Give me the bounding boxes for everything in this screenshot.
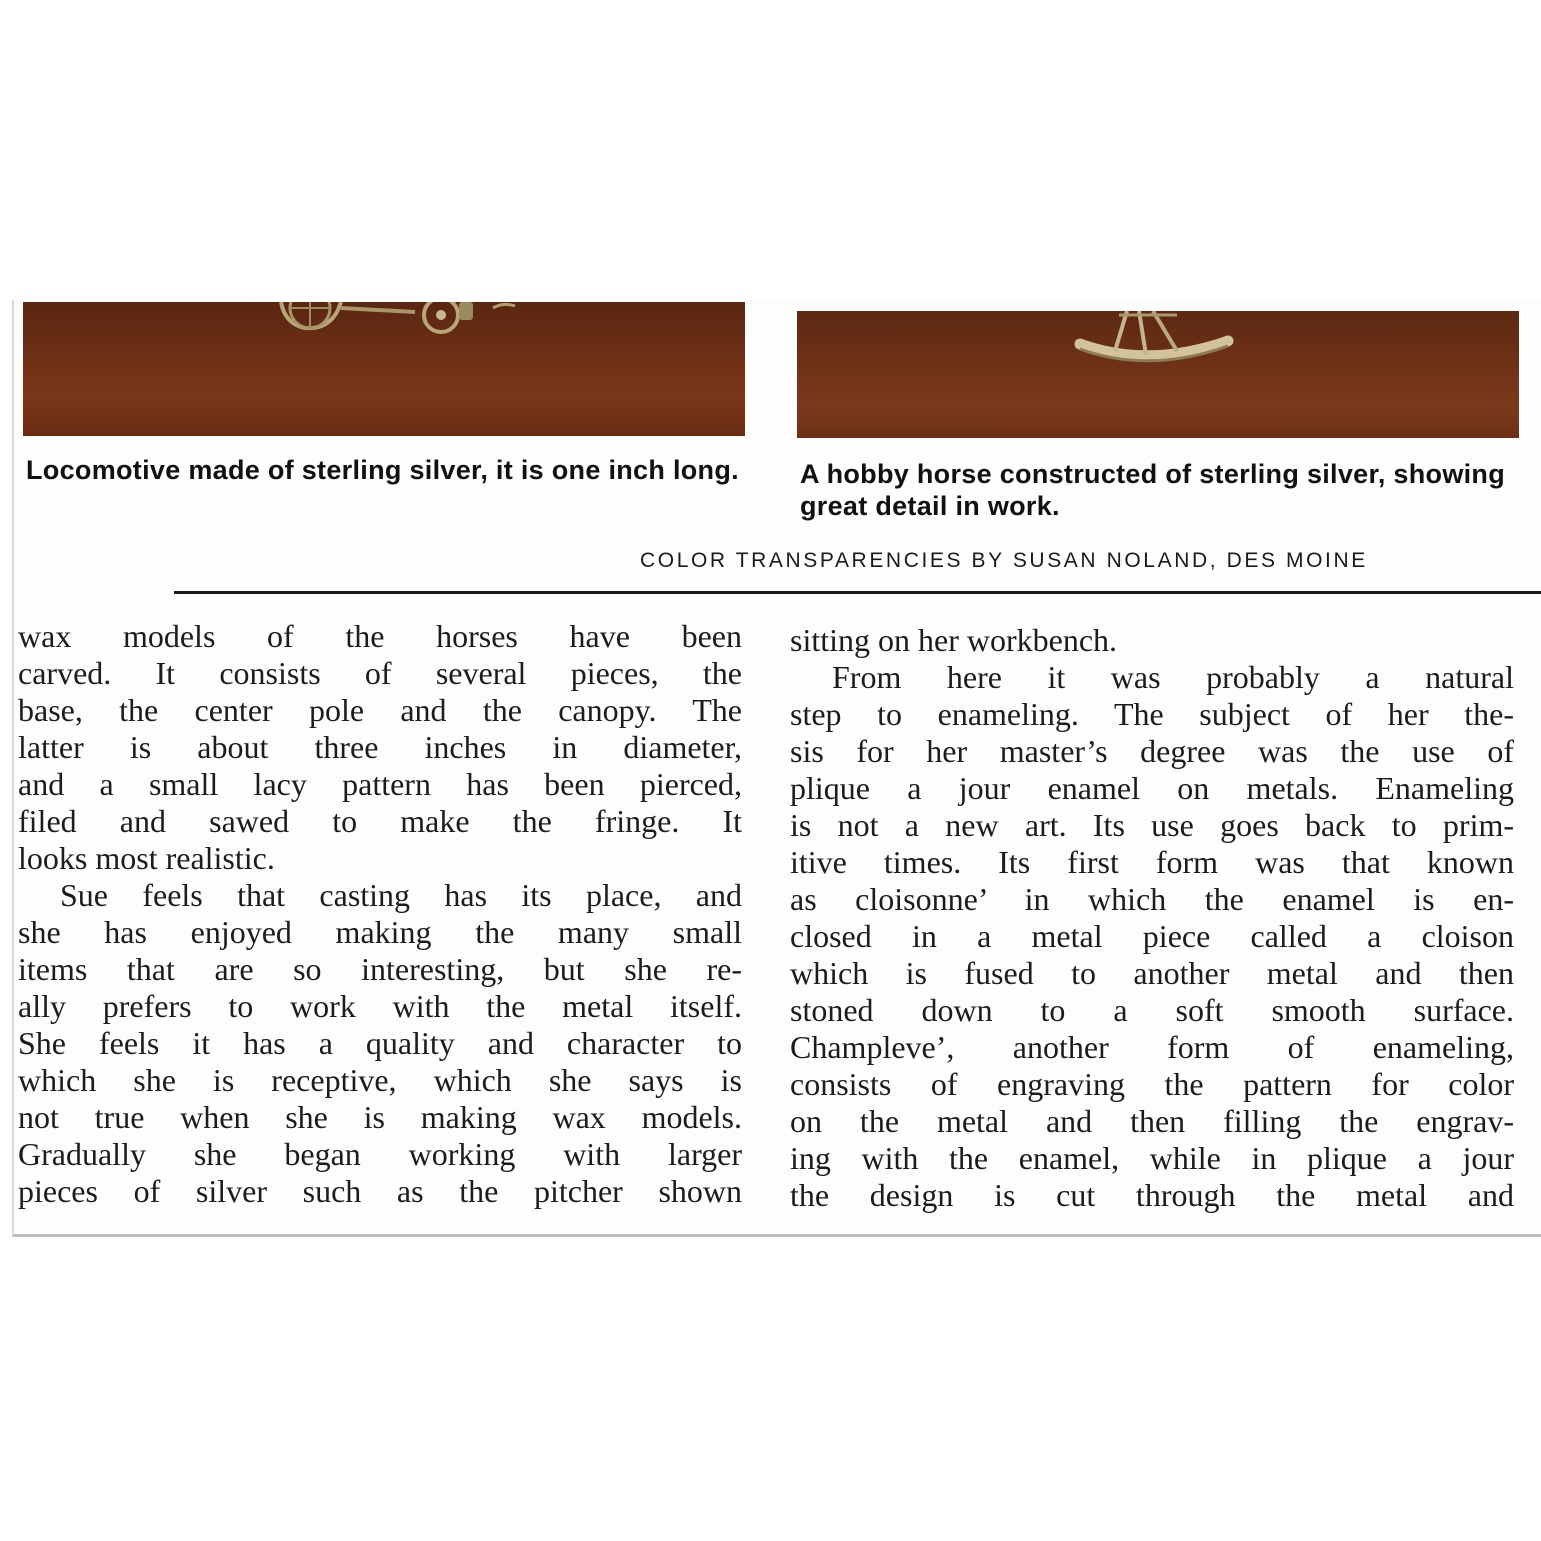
text-line: Sue feels that casting has its place, and (60, 877, 742, 913)
text-line: stoned down to a soft smooth surface. (790, 992, 1514, 1028)
article-column-right (790, 622, 1514, 1214)
article-column-left (18, 618, 742, 1210)
text-line: ally prefers to work with the metal itself. (18, 988, 742, 1024)
text-line: items that are so interesting, but she re- (18, 951, 742, 987)
text-line: filed and sawed to make the fringe. It (18, 803, 742, 839)
text-line: which is fused to another metal and then (790, 955, 1514, 991)
text-line: consists of engraving the pattern for color (790, 1066, 1514, 1102)
hobby-horse-photo (797, 311, 1519, 438)
locomotive-caption: Locomotive made of sterling silver, it is one inch long. (26, 455, 739, 485)
locomotive-photo (23, 302, 745, 436)
text-line: Gradually she began working with larger (18, 1136, 742, 1172)
text-line: looks most realistic. (18, 840, 275, 876)
text-line: and a small lacy pattern has been pierced, (18, 766, 742, 802)
hobby-horse-silhouette (797, 311, 1519, 438)
text-line: Champleve’, another form of enameling, (790, 1029, 1514, 1065)
section-divider (174, 591, 1541, 594)
text-line: on the metal and then filling the engrav- (790, 1103, 1514, 1139)
text-line: closed in a metal piece called a cloison (790, 918, 1514, 954)
text-line: which she is receptive, which she says is (18, 1062, 742, 1098)
text-line: the design is cut through the metal and (790, 1177, 1514, 1213)
text-line: itive times. Its first form was that known (790, 844, 1514, 880)
text-line: She feels it has a quality and character to (18, 1025, 742, 1061)
text-line: is not a new art. Its use goes back to prim- (790, 807, 1514, 843)
photo-credit: COLOR TRANSPARENCIES BY SUSAN NOLAND, DES MOINE (640, 549, 1368, 572)
text-line: plique a jour enamel on metals. Enameling (790, 770, 1514, 806)
text-line: latter is about three inches in diameter, (18, 729, 742, 765)
text-line: sitting on her workbench. (790, 622, 1118, 658)
locomotive-silhouette (23, 302, 745, 436)
text-line: ing with the enamel, while in plique a jour (790, 1140, 1514, 1176)
text-line: step to enameling. The subject of her the- (790, 696, 1514, 732)
text-line: sis for her master’s degree was the use of (790, 733, 1514, 769)
text-line: not true when she is making wax models. (18, 1099, 742, 1135)
magazine-clipping (12, 300, 1541, 1237)
text-line: as cloisonne’ in which the enamel is en- (790, 881, 1514, 917)
text-line: pieces of silver such as the pitcher shown (18, 1173, 742, 1209)
text-line: base, the center pole and the canopy. The (18, 692, 742, 728)
text-line: carved. It consists of several pieces, the (18, 655, 742, 691)
text-line: From here it was probably a natural (832, 659, 1514, 695)
text-line: she has enjoyed making the many small (18, 914, 742, 950)
text-line: wax models of the horses have been (18, 618, 742, 654)
hobby-horse-caption: A hobby horse constructed of sterling silver, showing great detail in work. (800, 459, 1506, 521)
